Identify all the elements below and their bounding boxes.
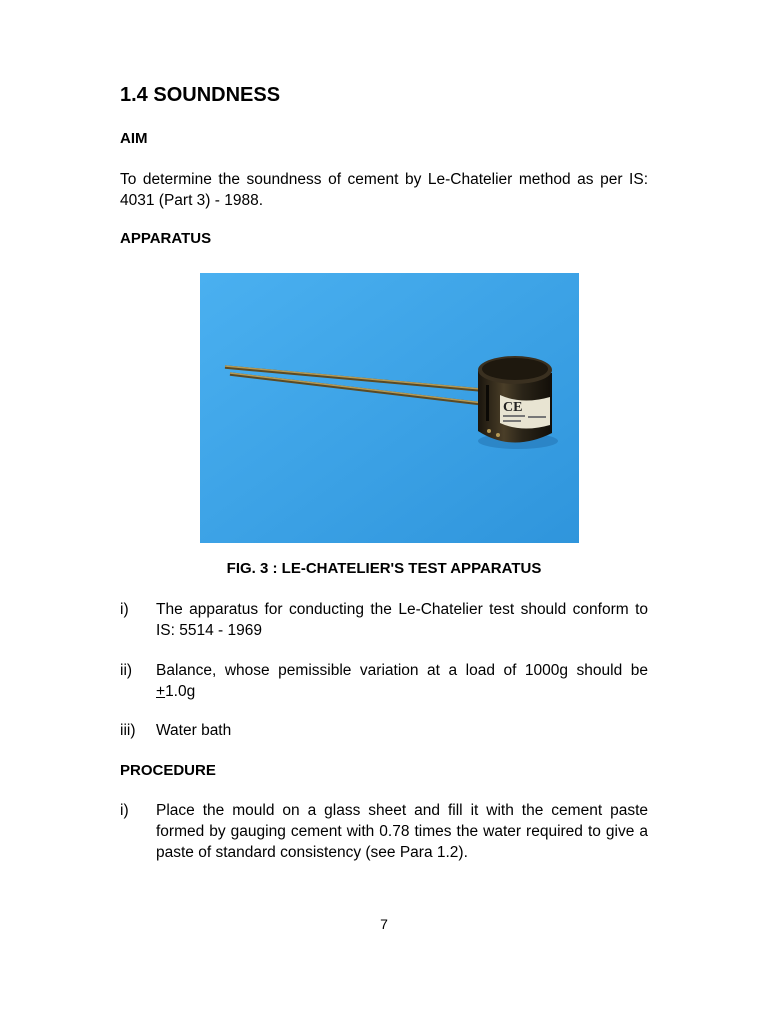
list-number: iii) xyxy=(120,722,136,739)
plus-minus-symbol: + xyxy=(156,683,166,700)
procedure-heading: PROCEDURE xyxy=(120,762,216,779)
procedure-item-1 xyxy=(120,800,648,884)
list-number: i) xyxy=(120,601,129,618)
section-title: 1.4 SOUNDNESS xyxy=(120,84,281,106)
list-text: Place the mould on a glass sheet and fill it with the cement paste formed by gauging cement with 0.78 times the water required to give a paste of standard consistency (see Para 1.2). xyxy=(156,802,648,861)
figure-caption: FIG. 3 : LE-CHATELIER'S TEST APPARATUS xyxy=(226,560,542,577)
mould-label-text: CE xyxy=(503,400,523,415)
aim-text: To determine the soundness of cement by Le-Chatelier method as per IS: 4031 (Part 3) - 1988. xyxy=(120,171,648,209)
list-number: ii) xyxy=(120,662,133,679)
page-number: 7 xyxy=(380,916,388,932)
list-text: Water bath xyxy=(156,722,232,739)
apparatus-item-2 xyxy=(120,660,648,702)
apparatus-item-1 xyxy=(120,599,648,641)
list-text: The apparatus for conducting the Le-Chatelier test should conform to IS: 5514 - 1969 xyxy=(156,601,648,639)
list-number: i) xyxy=(120,802,129,819)
apparatus-item-3 xyxy=(120,720,648,741)
list-text: Balance, whose pemissible variation at a load of 1000g should be +1.0g xyxy=(156,662,648,700)
apparatus-heading: APPARATUS xyxy=(120,230,212,247)
aim-heading: AIM xyxy=(120,130,148,147)
le-chatelier-apparatus-photo xyxy=(200,273,579,543)
